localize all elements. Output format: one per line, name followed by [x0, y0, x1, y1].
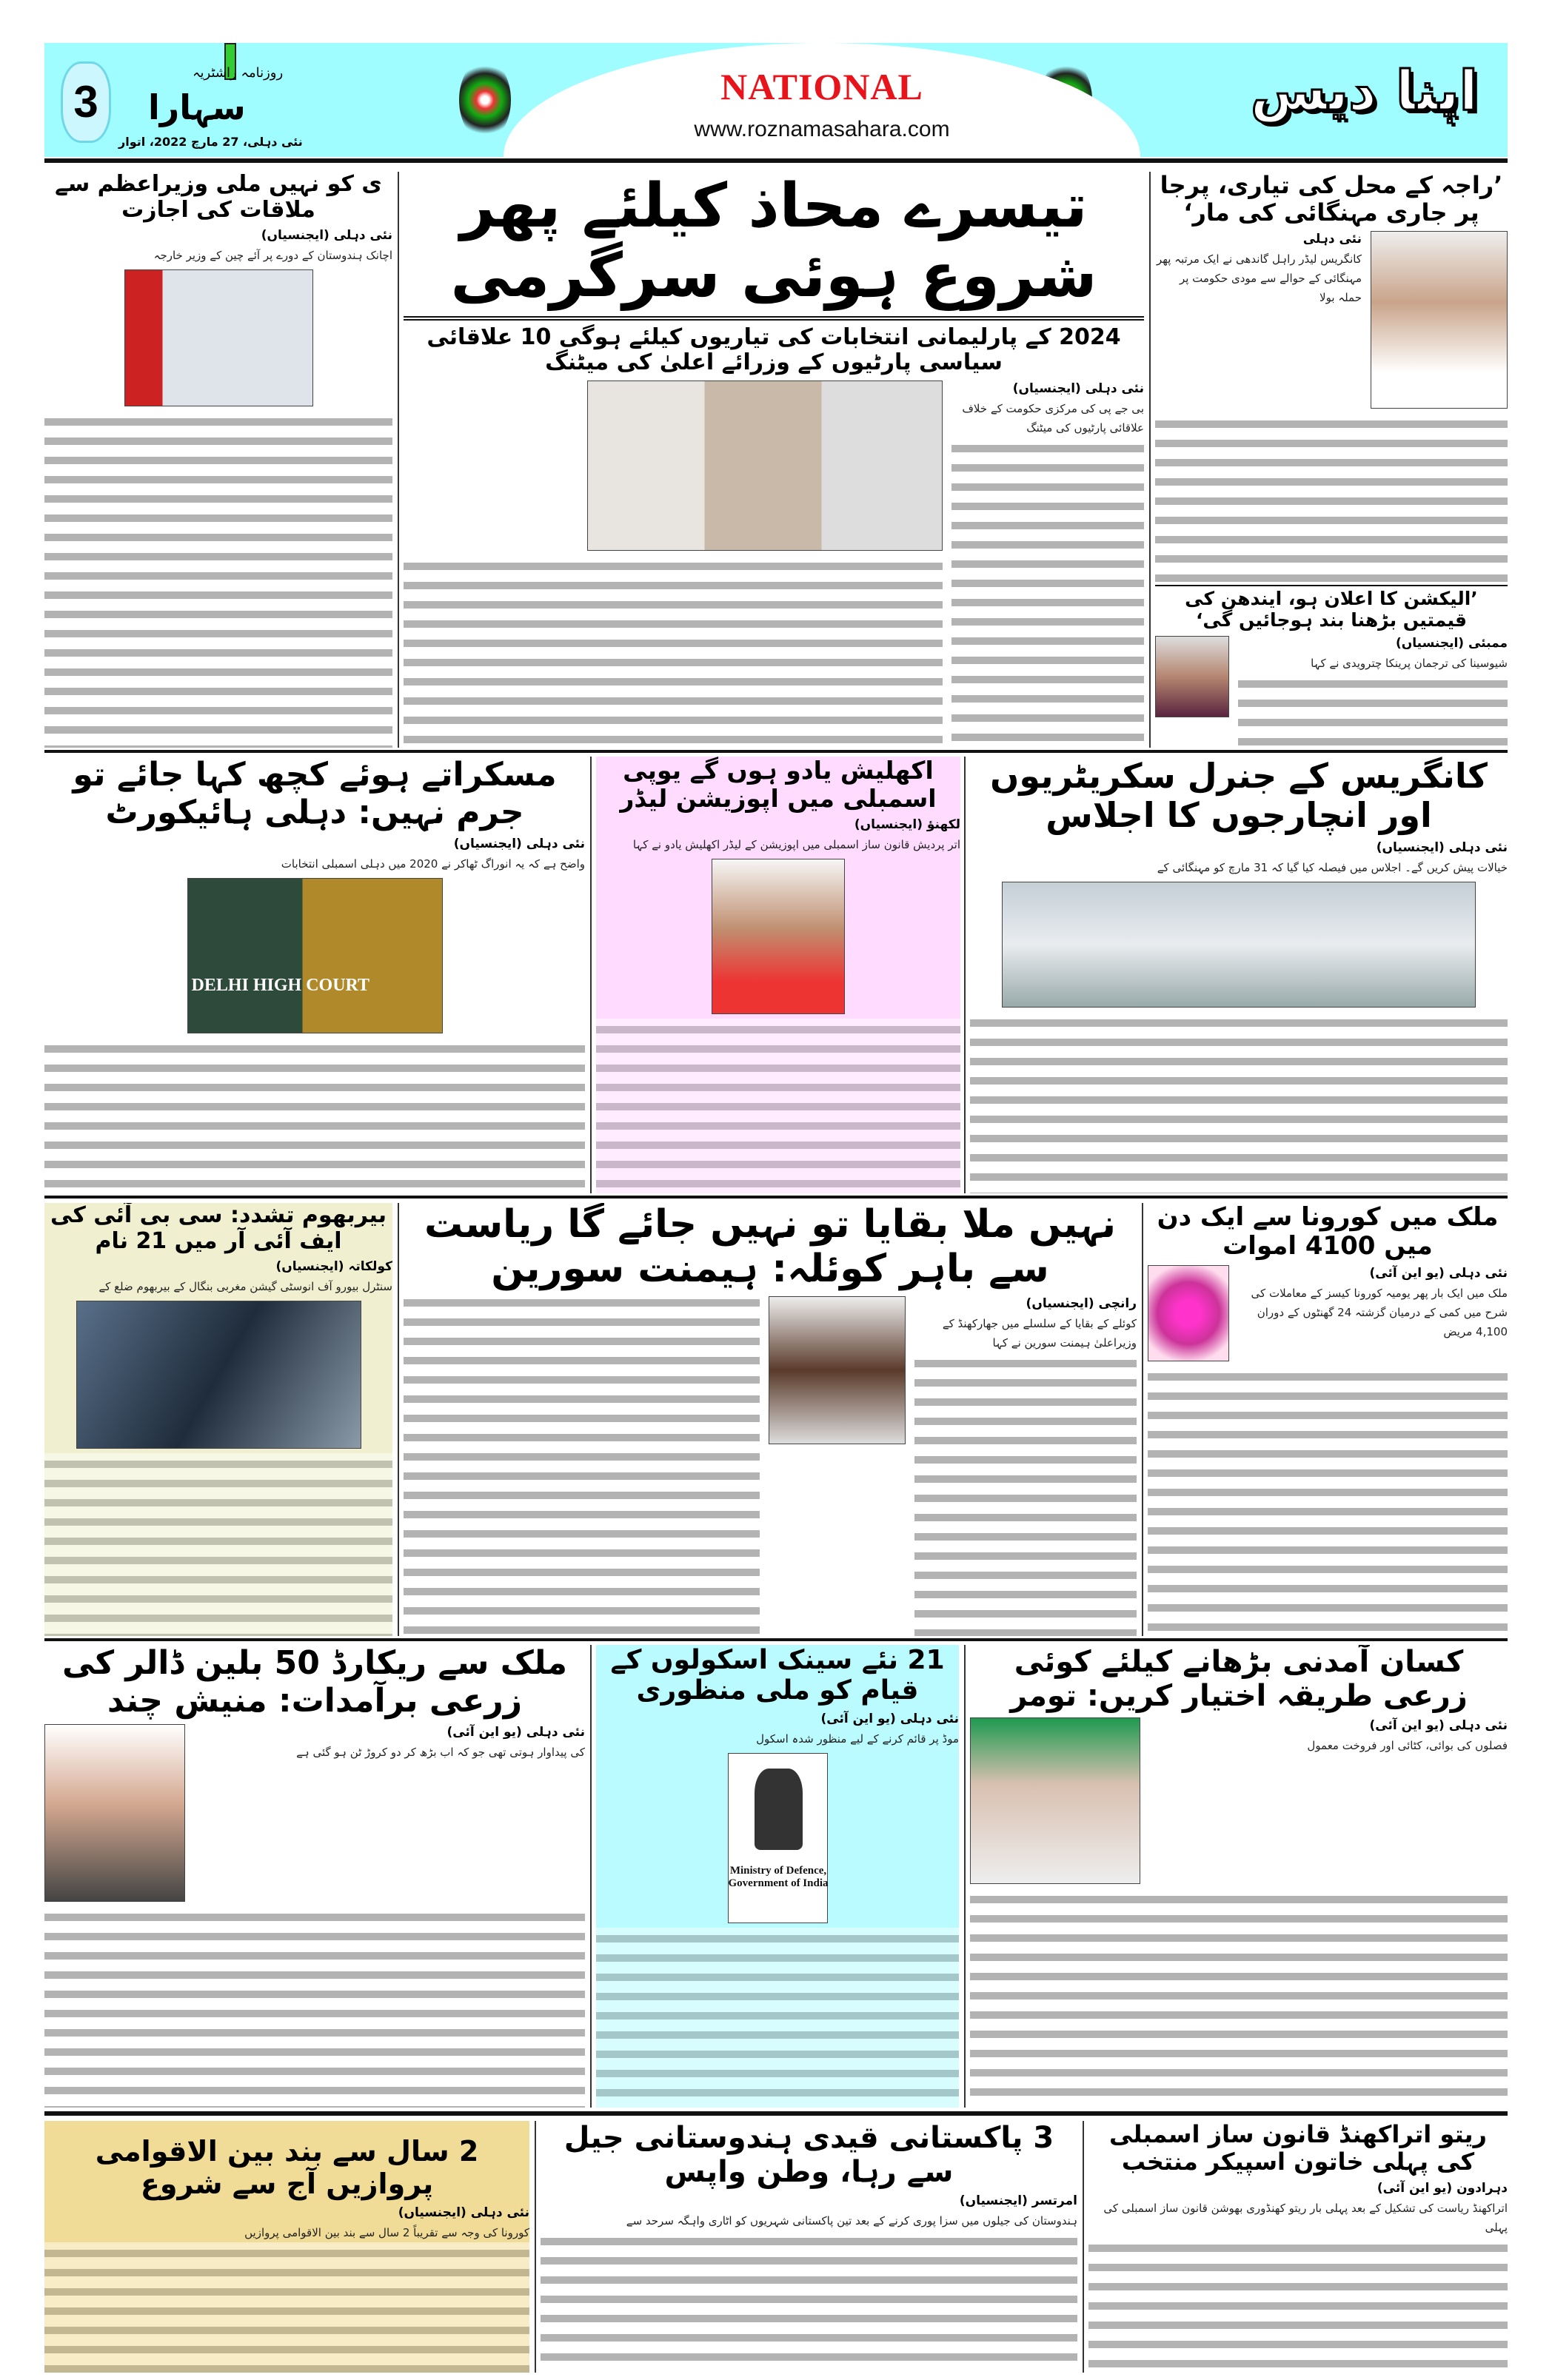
section-english: NATIONAL [720, 66, 923, 107]
headline: ملک میں کورونا سے ایک دن میں 4100 اموات [1157, 1203, 1499, 1261]
story-tomar [970, 1645, 1508, 2108]
dateline: نئی دہلی (ایجنسیاں) [1012, 381, 1144, 396]
dateline: نئی دہلی (یو این آئی) [446, 1725, 585, 1740]
dateline: نئی دہلی [1302, 231, 1362, 247]
hemant-soren-photo [769, 1296, 906, 1444]
story-body: بی جے پی کی مرکزی حکومت کے خلاف علاقائی پارٹیوں کی میٹنگ [962, 401, 1144, 435]
headline: کانگریس کے جنرل سکریٹریوں اور انچارجوں کا اجلاس [990, 757, 1488, 835]
headline: 3 پاکستانی قیدی ہندوستانی جیل سے رہا، وطن واپس [563, 2121, 1054, 2189]
story-body: اتر پردیش قانون ساز اسمبلی میں اپوزیشن کے لیڈر اکھلیش یادو نے کہا [632, 837, 960, 851]
coronavirus-image [1148, 1265, 1229, 1361]
story-body: اتراکھنڈ ریاست کی تشکیل کے بعد پہلی بار ریتو کھنڈوری بھوشن قانون ساز اسمبلی کی پہلی [1103, 2201, 1508, 2234]
paper-logo: سہارا [148, 87, 246, 127]
chief-ministers-photo [587, 381, 943, 551]
headline: مسکراتے ہوئے کچھ کہا جائے تو جرم نہیں: دہلی ہائیکورٹ [73, 757, 557, 831]
headline: ریتو اتراکھنڈ قانون ساز اسمبلی کی پہلی خاتون اسپیکر منتخب [1109, 2121, 1487, 2176]
headline: کسان آمدنی بڑھانے کیلئے کوئی زرعی طریقہ اختیار کریں: تومر [1010, 1645, 1468, 1713]
section-title: اپنا دیس [1250, 59, 1478, 123]
headline: نہیں ملا بقایا تو نہیں جائے گا ریاست سے باہر کوئلہ: ہیمنت سورین [424, 1203, 1117, 1291]
official-photo [44, 1724, 185, 1902]
dateline: کولکاتہ (ایجنسیاں) [275, 1259, 392, 1274]
story-body: اچانک ہندوستان کے دورے پر آئے چین کے وزیر خارجہ [153, 249, 392, 262]
headline: اکھلیش یادو ہوں گے یوپی اسمبلی میں اپوزیشن لیڈر [620, 757, 937, 813]
story-body: کورونا کی وجہ سے تقریباً 2 سال سے بند بین الاقوامی پروازیں [244, 2226, 529, 2240]
wang-yi-photo [124, 269, 313, 406]
story-sainik [596, 1645, 959, 2108]
headline: ی کو نہیں ملی وزیراعظم سے ملاقات کی اجازت [55, 172, 382, 223]
headline: ملک سے ریکارڈ 50 بلین ڈالر کی زرعی برآمدات: منیش چند [61, 1645, 568, 1720]
story-delhi-hc [44, 757, 585, 1193]
paper-prefix: روزنامہ راشٹریہ [193, 65, 284, 81]
congress-meeting-photo [1002, 882, 1476, 1008]
divider [44, 158, 1508, 163]
dateline: رانچی (ایجنسیاں) [1026, 1295, 1137, 1311]
headline: 21 نئے سینک اسکولوں کے قیام کو ملی منظوری [610, 1645, 945, 1706]
cbi-team-photo [76, 1301, 361, 1449]
dateline: امرتسر (ایجنسیاں) [959, 2193, 1077, 2208]
dateline: لکھنؤ (ایجنسیاں) [854, 817, 960, 832]
story-body: ملک میں ایک بار پھر یومیہ کورونا کیسز کے معاملات کی شرح میں کمی کے درمیان گزشتہ 24 گھنٹوں کے دوران 4,100 مریض [1251, 1287, 1508, 1339]
story-body: خیالات پیش کریں گے۔ اجلاس میں فیصلہ کیا گیا کہ 31 مارچ کو مہنگائی کے [1157, 860, 1508, 874]
dateline: ممبئی (ایجنسیاں) [1396, 635, 1508, 651]
headline: بیربھوم تشدد: سی بی آئی کی ایف آئی آر میں 21 نام [50, 1203, 387, 1254]
masthead [44, 43, 1508, 157]
headline: ’الیکشن کا اعلان ہو، ایندھن کی قیمتیں بڑھنا بند ہوجائیں گی‘ [1185, 589, 1478, 631]
title-dome [504, 43, 1140, 157]
dateline: نئی دہلی (یو این آئی) [1369, 1266, 1508, 1281]
story-body: کی پیداوار ہوتی تھی جو کہ اب بڑھ کر دو کروڑ ٹن ہو گئی ہے [296, 1746, 585, 1760]
headline: تیسرے محاذ کیلئے پھر شروع ہوئی سرگرمی [404, 172, 1144, 321]
story-birbhum [44, 1203, 392, 1636]
defence-emblem [728, 1753, 828, 1923]
dateline: نئی دہلی (ایجنسیاں) [1376, 839, 1508, 855]
photo-caption: Ministry of Defence, Government of India [728, 1864, 829, 1889]
page-number: 3 [61, 61, 111, 143]
priyanka-photo [1155, 636, 1229, 717]
story-akhilesh [596, 757, 960, 1193]
ashoka-emblem-icon [755, 1769, 803, 1850]
story-body: سنٹرل بیورو آف انوسٹی گیشن مغربی بنگال کے بیربھوم ضلع کے [98, 1280, 392, 1293]
story-pakistani [541, 2121, 1077, 2373]
akhilesh-photo [712, 859, 845, 1014]
story-speaker [1088, 2121, 1508, 2373]
website-link[interactable]: www.roznamasahara.com [694, 117, 950, 141]
dateline: نئی دہلی (ایجنسیاں) [261, 228, 392, 243]
subhead: 2024 کے پارلیمانی انتخابات کی تیاریوں کیلئے ہوگی 10 علاقائی سیاسی پارٹیوں کے وزرائے اعلیٰ کی میٹنگ [427, 324, 1121, 376]
story-body: کانگریس لیڈر راہل گاندھی نے ایک مرتبہ پھر مہنگائی کے حوالے سے مودی حکومت پر حملہ بولا [1157, 252, 1362, 304]
story-body: موڈ پر قائم کرنے کے لیے منظور شدہ اسکول [756, 1732, 959, 1746]
story-flights [44, 2121, 529, 2373]
rahul-photo [1371, 231, 1508, 409]
story-body: کوئلے کے بقایا کے سلسلے میں جھارکھنڈ کے وزیراعلیٰ ہیمنت سورین نے کہا [942, 1316, 1137, 1350]
story-body: شیوسینا کی ترجمان پرینکا چترویدی نے کہا [1311, 656, 1508, 670]
delhi-high-court-photo [187, 878, 443, 1033]
dateline: نئی دہلی (ایجنسیاں) [453, 837, 585, 852]
story-rahul [1155, 172, 1508, 583]
story-fuel [1155, 589, 1508, 748]
dateline: نئی دہلی (ایجنسیاں) [398, 2205, 529, 2221]
tomar-photo [970, 1717, 1140, 1884]
story-body: واضح ہے کہ یہ انوراگ ٹھاکر نے 2020 میں دہلی اسمبلی انتخابات [281, 857, 585, 871]
story-body: ہندوستان کی جیلوں میں سزا پوری کرنے کے بعد تین پاکستانی شہریوں کو اٹاری واہگہ سرحد سے [626, 2214, 1077, 2228]
headline: 2 سال سے بند بین الاقوامی پروازیں آج سے شروع [95, 2135, 479, 2200]
story-congress [970, 757, 1508, 1193]
dateline: دہرادون (یو این آئی) [1377, 2180, 1508, 2196]
dateline: نئی دہلی (یو این آئی) [1369, 1718, 1508, 1733]
story-wang [44, 172, 392, 748]
story-main [404, 172, 1144, 748]
story-corona [1148, 1203, 1508, 1636]
story-agri [44, 1645, 585, 2108]
story-body: فصلوں کی بوائی، کٹائی اور فروخت معمول [1307, 1739, 1508, 1752]
dateline: نئی دہلی (یو این آئی) [820, 1711, 959, 1726]
photo-caption: DELHI HIGH COURT [191, 976, 370, 996]
headline: ’راجہ کے محل کی تیاری، پرجا پر جاری مہنگائی کی مار‘ [1160, 172, 1503, 227]
issue-date: نئی دہلی، 27 مارچ 2022، اتوار [118, 135, 303, 149]
story-soren [404, 1203, 1137, 1636]
